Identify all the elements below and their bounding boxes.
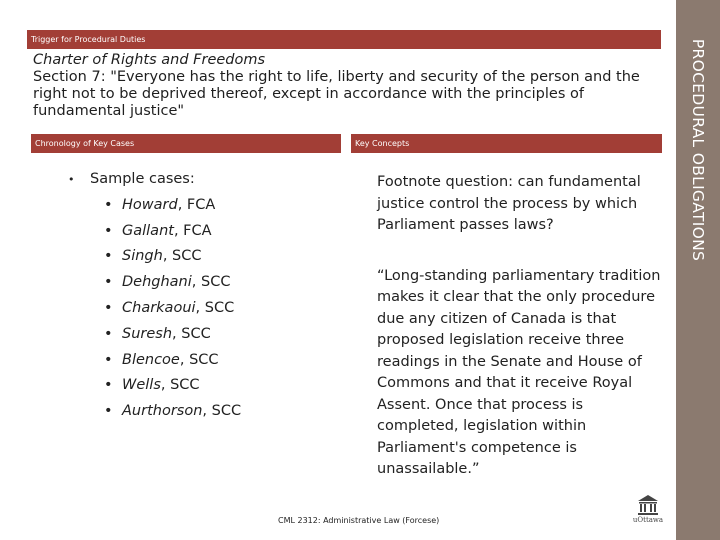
side-panel-label: PROCEDURAL OBLIGATIONS	[689, 38, 707, 262]
case-list-lead	[68, 167, 241, 193]
bullet-icon: •	[104, 248, 113, 265]
bullet-icon: •	[104, 377, 113, 394]
right-column-header	[351, 134, 662, 153]
list-item	[104, 193, 241, 219]
footer-course: CML 2312: Administrative Law (Forcese)	[278, 516, 440, 525]
university-building-icon	[637, 494, 659, 516]
list-item	[104, 270, 241, 296]
right-column-header-label: Key Concepts	[355, 139, 410, 148]
case-name: Charkaoui	[122, 299, 196, 316]
case-court: , FCA	[173, 222, 212, 239]
case-name: Howard	[122, 196, 178, 213]
case-court: , SCC	[162, 248, 202, 265]
case-name: Wells	[122, 377, 161, 394]
uottawa-logo	[624, 494, 672, 530]
bullet-icon: •	[104, 351, 113, 368]
list-item	[104, 399, 242, 425]
footnote-question: Footnote question: can fundamental justice control the process by which Parliament passes laws?	[377, 174, 641, 233]
case-name: Gallant	[122, 222, 174, 239]
case-court: , SCC	[172, 325, 211, 342]
case-list	[68, 167, 241, 425]
case-name: Blencoe	[122, 351, 180, 368]
list-item	[104, 322, 241, 348]
key-concepts	[377, 172, 667, 481]
bullet-icon: •	[68, 173, 75, 186]
case-name: Singh	[122, 248, 163, 265]
list-item	[104, 348, 241, 374]
case-court: , SCC	[160, 377, 200, 394]
case-court: , SCC	[195, 299, 235, 316]
list-item	[104, 296, 241, 322]
slide-header-bar	[27, 30, 661, 49]
parliamentary-tradition-quote: “Long-standing parliamentary tradition makes it clear that the only procedure due any citizen of Canada is that proposed legislation receive three readings in the Senate and House of Commons and that it receive Royal Assent. Once that process is completed, legislation within Parliament's competence is unassailable.”	[377, 267, 661, 477]
bullet-icon: •	[104, 299, 113, 316]
charter-title: Charter of Rights and Freedoms	[33, 52, 266, 68]
list-item	[104, 373, 241, 399]
case-items	[68, 193, 241, 425]
slide-header-title: Trigger for Procedural Duties	[31, 35, 146, 44]
list-item	[104, 219, 241, 245]
case-court: , SCC	[202, 403, 242, 420]
case-list-lead-text: Sample cases:	[90, 171, 195, 187]
bullet-icon: •	[104, 222, 113, 239]
section-7-text: Section 7: "Everyone has the right to life, liberty and security of the person and the right not to be deprived thereof, except in accordance with the principles of fundamental justice"	[33, 69, 640, 119]
case-court: , FCA	[177, 196, 216, 213]
case-court: , SCC	[179, 351, 219, 368]
bullet-icon: •	[104, 403, 113, 420]
bullet-icon: •	[104, 274, 113, 291]
bullet-icon: •	[104, 325, 113, 342]
list-item	[104, 244, 241, 270]
bullet-icon: •	[104, 196, 113, 213]
left-column-header-label: Chronology of Key Cases	[35, 139, 135, 148]
case-court: , SCC	[191, 274, 231, 291]
logo-text: uOttawa	[632, 516, 664, 524]
intro-block	[33, 52, 663, 120]
case-name: Dehghani	[122, 274, 192, 291]
case-name: Aurthorson	[122, 403, 203, 420]
case-name: Suresh	[122, 325, 173, 342]
left-column-header	[31, 134, 341, 153]
